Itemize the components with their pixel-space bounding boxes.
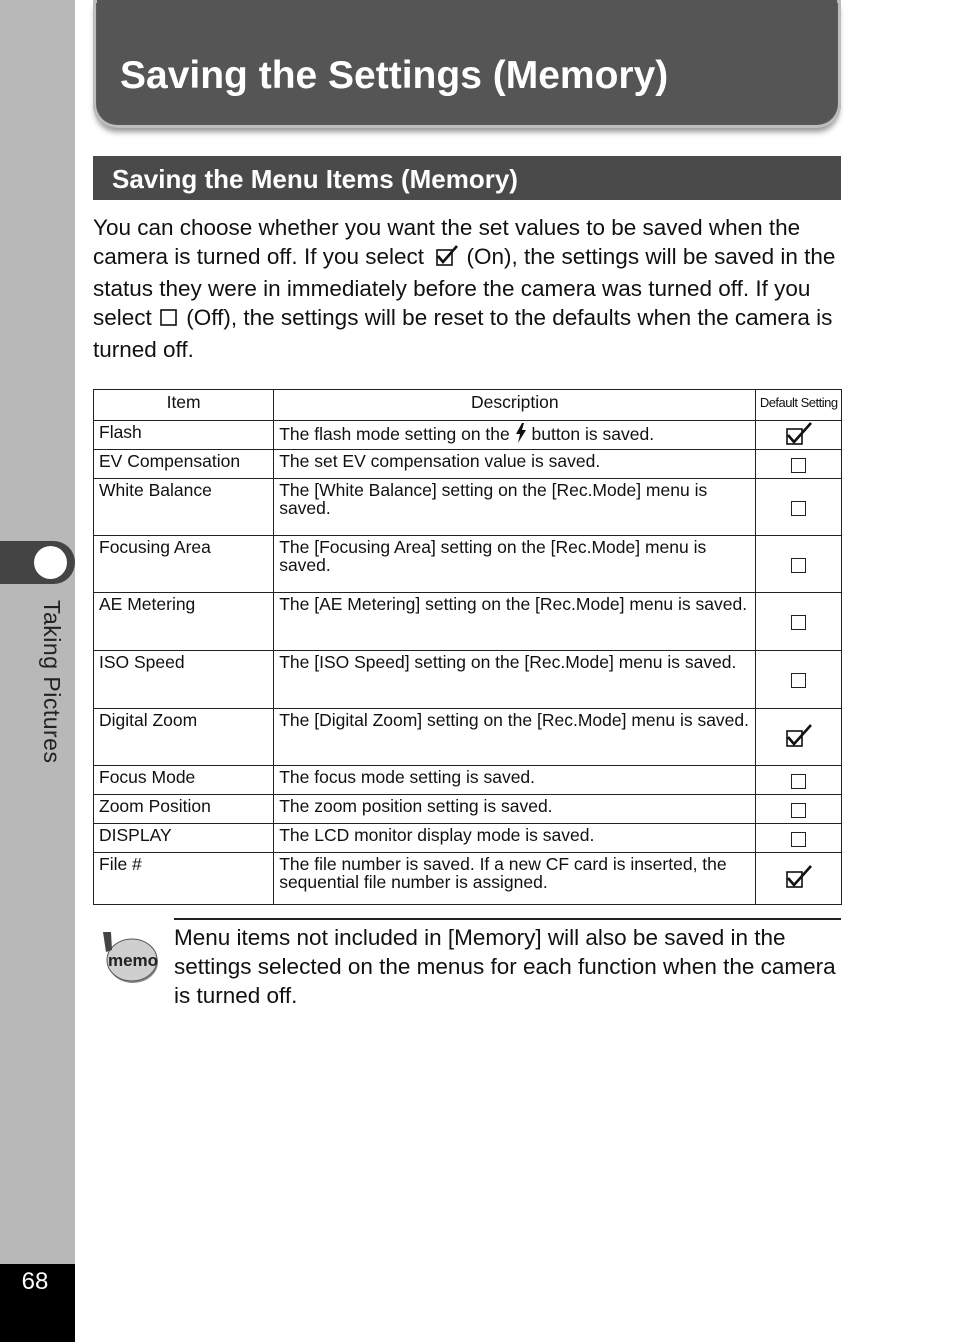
checkbox-empty-icon <box>158 306 180 335</box>
row-default <box>756 421 842 450</box>
table-row <box>94 479 842 536</box>
svg-text:memo: memo <box>107 951 159 970</box>
row-item: Focusing Area <box>94 536 274 593</box>
row-description: The [Focusing Area] setting on the [Rec.Mode] menu is saved. <box>274 536 756 593</box>
row-description: The [Digital Zoom] setting on the [Rec.Mode] menu is saved. <box>274 709 756 766</box>
intro-paragraph <box>93 213 841 364</box>
row-item: File # <box>94 853 274 905</box>
section-tab-circle <box>34 546 67 579</box>
table-header-row <box>94 390 842 421</box>
row-item: DISPLAY <box>94 824 274 853</box>
checkbox-checked-icon <box>430 245 460 274</box>
checkbox-empty-icon <box>791 615 806 630</box>
checkbox-empty-icon <box>791 832 806 847</box>
row-default <box>756 651 842 709</box>
header-description: Description <box>274 390 756 421</box>
page-title: Saving the Settings (Memory) <box>120 54 669 97</box>
checkbox-empty-icon <box>791 501 806 516</box>
header-default-setting: Default Setting <box>756 390 842 421</box>
checkbox-empty-icon <box>791 774 806 789</box>
row-default <box>756 824 842 853</box>
header-item: Item <box>94 390 274 421</box>
checkbox-empty-icon <box>791 558 806 573</box>
row-default <box>756 593 842 651</box>
intro-text-2: (On), the settings will be saved in the status they were in immediately before the camera was turned off. If you select <box>93 244 836 330</box>
memo-divider <box>174 918 841 920</box>
page-number: 68 <box>21 1268 49 1295</box>
row-description: The [ISO Speed] setting on the [Rec.Mode] menu is saved. <box>274 651 756 709</box>
row-item: White Balance <box>94 479 274 536</box>
row-description: The [AE Metering] setting on the [Rec.Mode] menu is saved. <box>274 593 756 651</box>
row-item: Zoom Position <box>94 795 274 824</box>
row-default <box>756 795 842 824</box>
row-description: The [White Balance] setting on the [Rec.Mode] menu is saved. <box>274 479 756 536</box>
row-default <box>756 766 842 795</box>
checkbox-checked-icon <box>784 422 814 449</box>
checkbox-checked-icon <box>784 724 814 751</box>
row-default <box>756 853 842 905</box>
row-default <box>756 709 842 766</box>
flash-icon <box>515 423 527 446</box>
memo-text: Menu items not included in [Memory] will also be saved in the settings selected on the menus for each function when the camera is turned off. <box>174 925 836 1008</box>
row-item: AE Metering <box>94 593 274 651</box>
row-item: ISO Speed <box>94 651 274 709</box>
intro-text-1: You can choose whether you want the set values to be saved when the camera is turned off. If you select <box>93 215 801 269</box>
table-row <box>94 651 842 709</box>
row-description: The LCD monitor display mode is saved. <box>274 824 756 853</box>
table-row <box>94 795 842 824</box>
checkbox-empty-icon <box>791 673 806 688</box>
table-row <box>94 421 842 450</box>
section-title: Saving the Menu Items (Memory) <box>112 164 518 194</box>
table-row <box>94 766 842 795</box>
row-description: The focus mode setting is saved. <box>274 766 756 795</box>
table-row <box>94 853 842 905</box>
row-description: The set EV compensation value is saved. <box>274 450 756 479</box>
checkbox-empty-icon <box>791 458 806 473</box>
table-row <box>94 824 842 853</box>
row-item: EV Compensation <box>94 450 274 479</box>
intro-text-3: (Off), the settings will be reset to the defaults when the camera is turned off. <box>93 305 833 362</box>
row-default <box>756 536 842 593</box>
table-row <box>94 536 842 593</box>
row-default <box>756 479 842 536</box>
row-item: Focus Mode <box>94 766 274 795</box>
row-description: The flash mode setting on the button is saved. <box>274 421 756 450</box>
row-item: Digital Zoom <box>94 709 274 766</box>
table-row <box>94 593 842 651</box>
checkbox-checked-icon <box>784 865 814 892</box>
table-row <box>94 709 842 766</box>
row-default <box>756 450 842 479</box>
memory-settings-table <box>93 389 842 905</box>
checkbox-empty-icon <box>791 803 806 818</box>
row-description: The zoom position setting is saved. <box>274 795 756 824</box>
memo-icon <box>97 930 161 988</box>
table-row <box>94 450 842 479</box>
section-label: Taking Pictures <box>39 600 65 764</box>
row-item: Flash <box>94 421 274 450</box>
row-description: The file number is saved. If a new CF card is inserted, the sequential file number is assigned. <box>274 853 756 905</box>
